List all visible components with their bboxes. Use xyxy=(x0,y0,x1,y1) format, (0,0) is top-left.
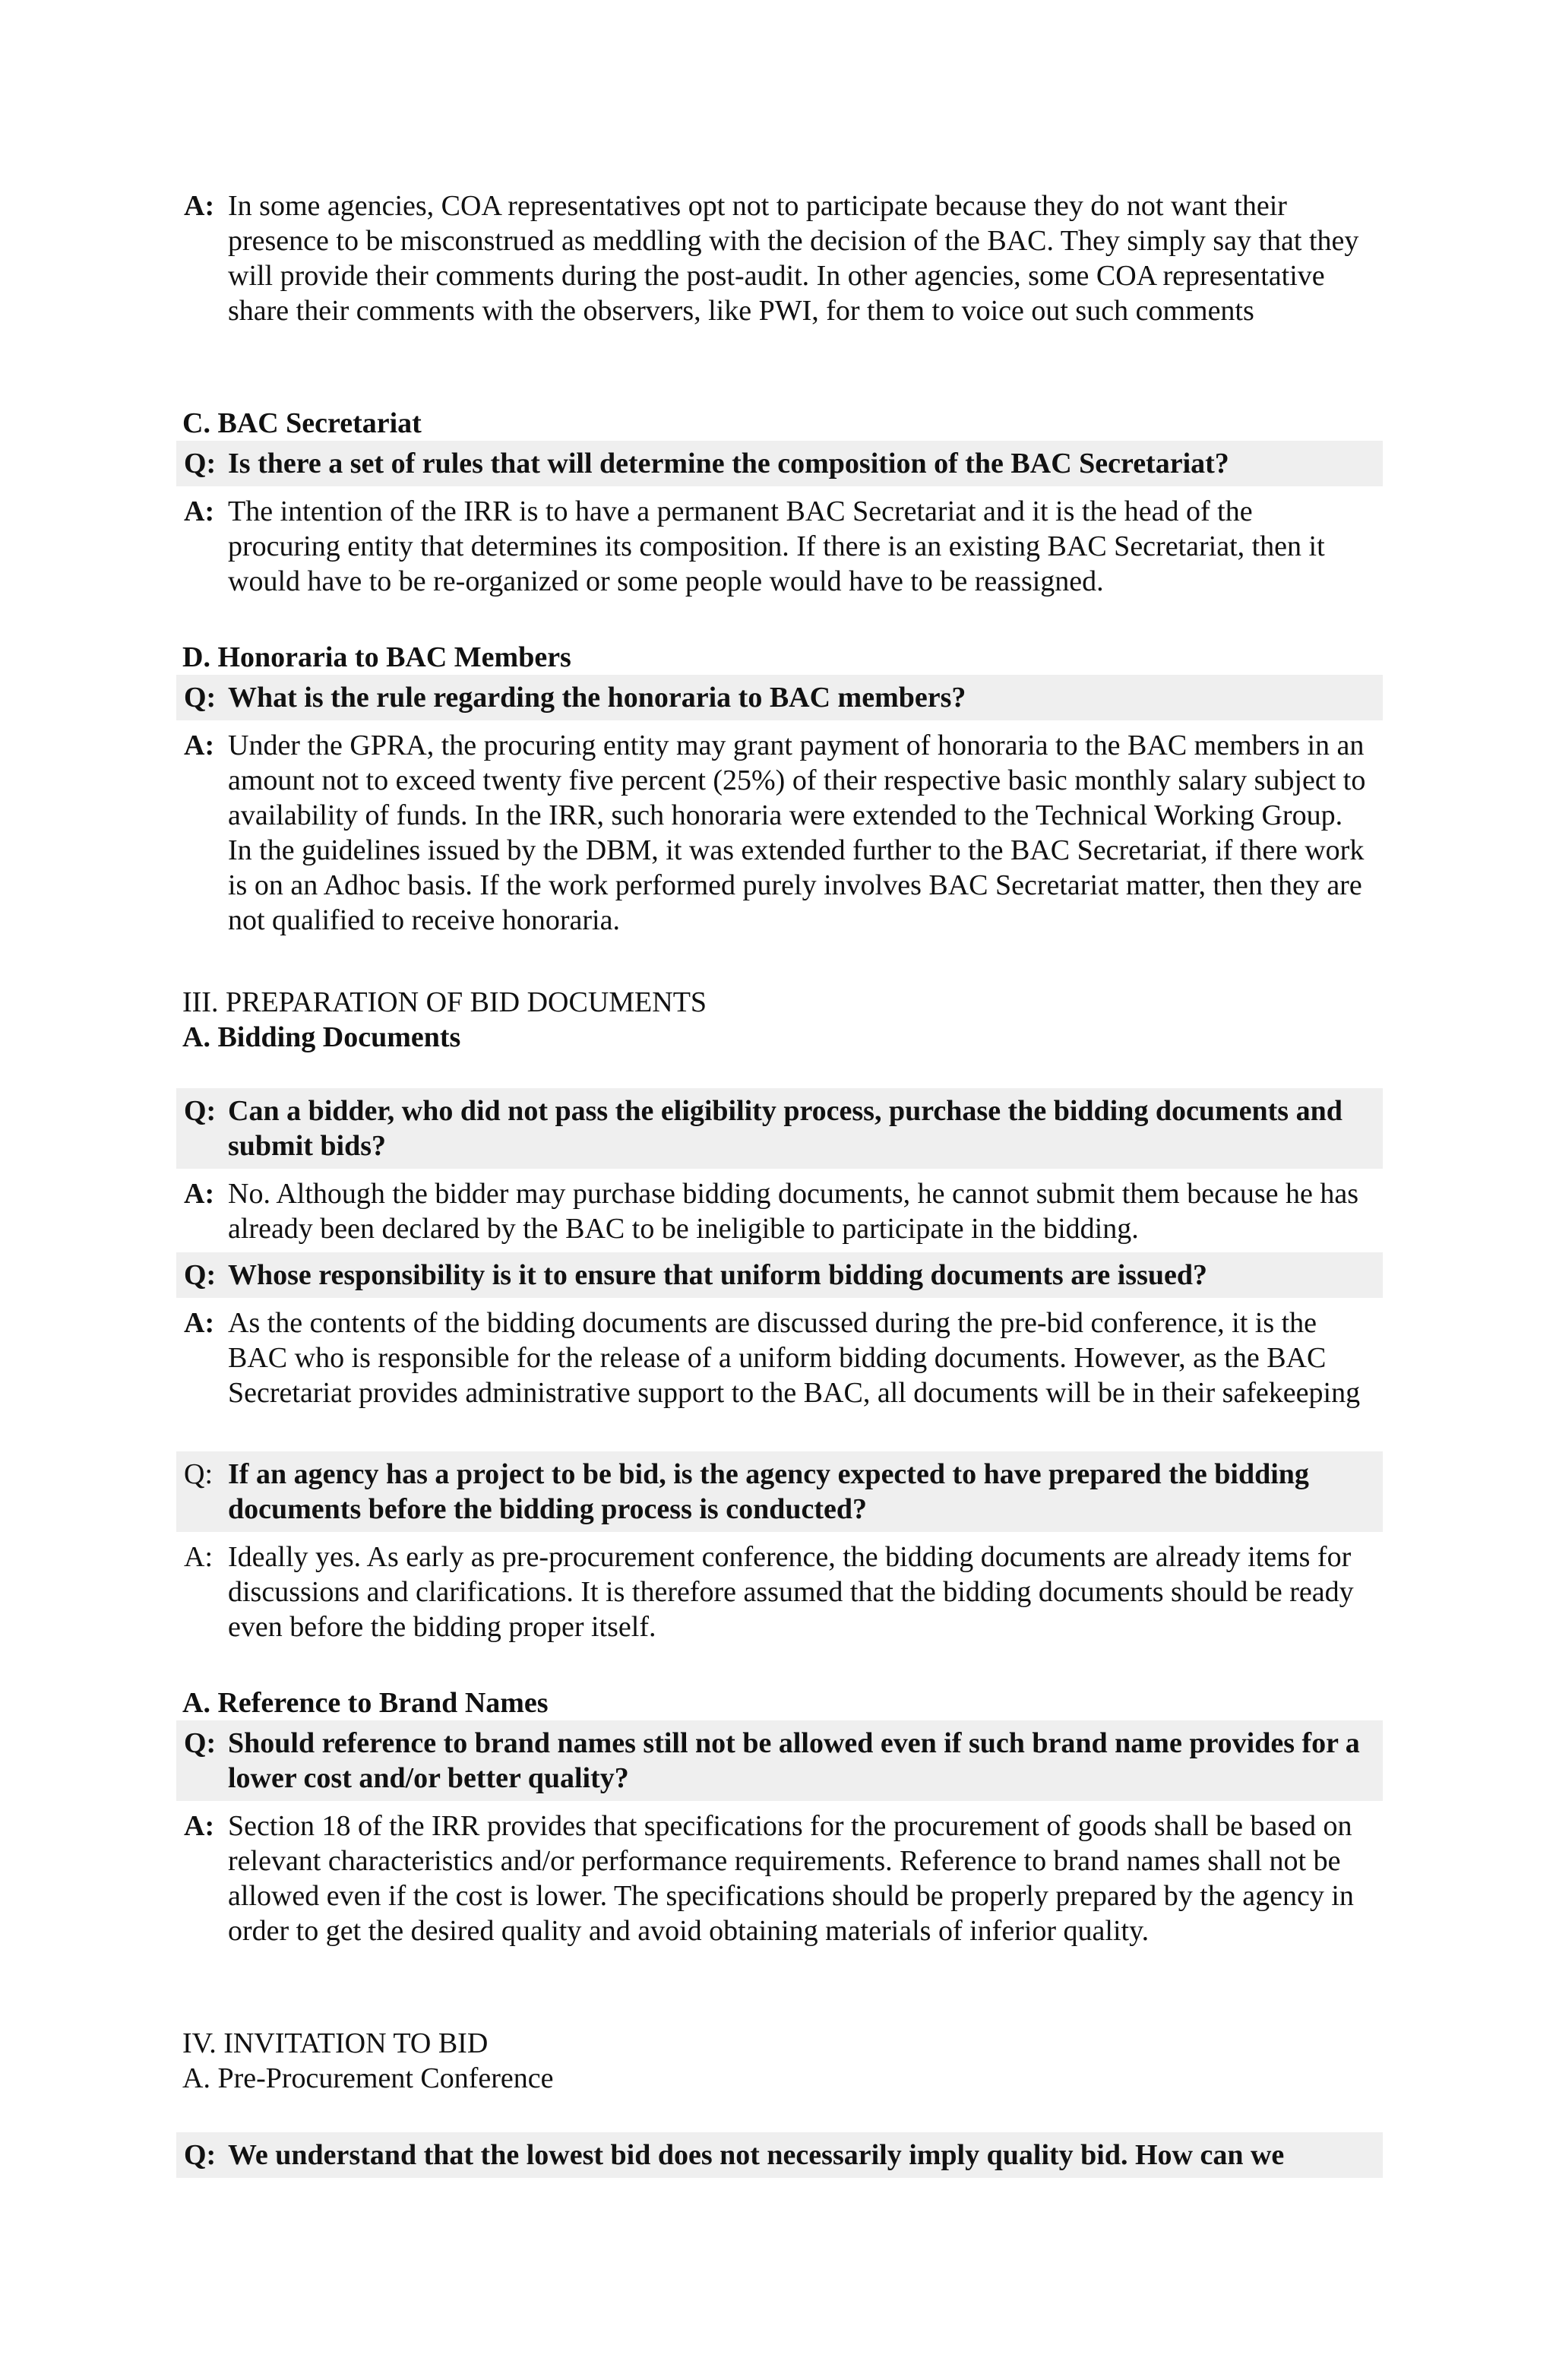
section-heading-preparation-of-bid-documents: III. PREPARATION OF BID DOCUMENTS xyxy=(182,986,707,1018)
question-label: Q: xyxy=(184,1259,217,1291)
question-label: Q: xyxy=(184,1458,213,1490)
answer-text: Ideally yes. As early as pre-procurement conference, the bidding documents are already items for discussions and clarifications. It is therefore assumed that the bidding documents should be ready even before the bidding proper itself. xyxy=(228,1541,1354,1643)
question-label: Q: xyxy=(184,1727,217,1759)
subsection-heading-brand-names: A. Reference to Brand Names xyxy=(182,1687,549,1719)
answer-text: Section 18 of the IRR provides that specifications for the procurement of goods shall be based on relevant characteristics and/or performance requirements. Reference to brand names shall not be allowed even if the cost is lower. The specifications should be properly prepared by the agency in order to get the desired quality and avoid obtaining materials of inferior quality. xyxy=(228,1810,1354,1947)
answer-label: A: xyxy=(184,1541,213,1573)
question-label: Q: xyxy=(184,682,217,714)
question-prepared-documents xyxy=(176,1451,1383,1532)
answer-text: No. Although the bidder may purchase bidding documents, he cannot submit them because he has already been declared by the BAC to be ineligible to participate in the bidding. xyxy=(228,1178,1358,1245)
answer-label: A: xyxy=(184,1307,215,1339)
question-text: Should reference to brand names still not be allowed even if such brand name provides for a lower cost and/or better quality? xyxy=(228,1727,1360,1794)
answer-honoraria-rule xyxy=(176,728,1383,938)
answer-text: In some agencies, COA representatives opt not to participate because they do not want their presence to be misconstrued as meddling with the decision of the BAC. They simply say that they will provide their comments during the post-audit. In other agencies, some COA representative share their comments with the observers, like PWI, for them to voice out such comments xyxy=(228,190,1359,327)
question-label: Q: xyxy=(184,448,217,479)
question-text: Whose responsibility is it to ensure that uniform bidding documents are issued? xyxy=(228,1259,1208,1291)
answer-text: As the contents of the bidding documents are discussed during the pre-bid conference, it is the BAC who is responsible for the release of a uniform bidding documents. However, as the BAC Secretariat provides administrative support to the BAC, all documents will be in their safekeeping xyxy=(228,1307,1361,1409)
question-label: Q: xyxy=(184,2139,217,2171)
answer-bac-secretariat-composition xyxy=(176,494,1383,599)
answer-label: A: xyxy=(184,1178,215,1210)
question-brand-names xyxy=(176,1720,1383,1801)
question-text: What is the rule regarding the honoraria to BAC members? xyxy=(228,682,966,714)
question-text: Can a bidder, who did not pass the eligibility process, purchase the bidding documents and submit bids? xyxy=(228,1095,1343,1162)
answer-coa-representatives xyxy=(176,188,1383,328)
question-text: Is there a set of rules that will determine the composition of the BAC Secretariat? xyxy=(228,448,1229,479)
subsection-heading-bidding-documents: A. Bidding Documents xyxy=(182,1021,461,1053)
answer-label: A: xyxy=(184,495,215,527)
answer-text: The intention of the IRR is to have a permanent BAC Secretariat and it is the head of the procuring entity that determines its composition. If there is an existing BAC Secretariat, then it would have to be re-organized or some people would have to be reassigned. xyxy=(228,495,1325,597)
question-text: We understand that the lowest bid does not necessarily imply quality bid. How can we xyxy=(228,2139,1285,2171)
answer-label: A: xyxy=(184,1810,215,1842)
answer-label: A: xyxy=(184,190,215,222)
question-uniform-documents xyxy=(176,1252,1383,1298)
answer-text: Under the GPRA, the procuring entity may grant payment of honoraria to the BAC members in an amount not to exceed twenty five percent (25%) of their respective basic monthly salary subject to availability of funds. In the IRR, such honoraria were extended to the Technical Working Group. In the guidelines issued by the DBM, it was extended further to the BAC Secretariat, if there work is on an Adhoc basis. If the work performed purely involves BAC Secretariat matter, then they are not qualified to receive honoraria. xyxy=(228,730,1366,936)
answer-prepared-documents xyxy=(176,1540,1383,1644)
answer-label: A: xyxy=(184,730,215,761)
question-honoraria-rule xyxy=(176,675,1383,720)
section-heading-honoraria: D. Honoraria to BAC Members xyxy=(182,641,571,673)
question-text: If an agency has a project to be bid, is the agency expected to have prepared the bidding documents before the bidding process is conducted? xyxy=(228,1458,1309,1525)
section-heading-bac-secretariat: C. BAC Secretariat xyxy=(182,407,422,439)
answer-uniform-documents xyxy=(176,1306,1383,1410)
question-label: Q: xyxy=(184,1095,217,1127)
answer-ineligible-bidder xyxy=(176,1176,1383,1246)
question-lowest-bid-quality xyxy=(176,2132,1383,2178)
question-bac-secretariat-composition xyxy=(176,441,1383,486)
subsection-heading-pre-procurement-conference: A. Pre-Procurement Conference xyxy=(182,2062,554,2094)
answer-brand-names xyxy=(176,1809,1383,1948)
question-ineligible-bidder xyxy=(176,1088,1383,1169)
section-heading-invitation-to-bid: IV. INVITATION TO BID xyxy=(182,2027,489,2059)
